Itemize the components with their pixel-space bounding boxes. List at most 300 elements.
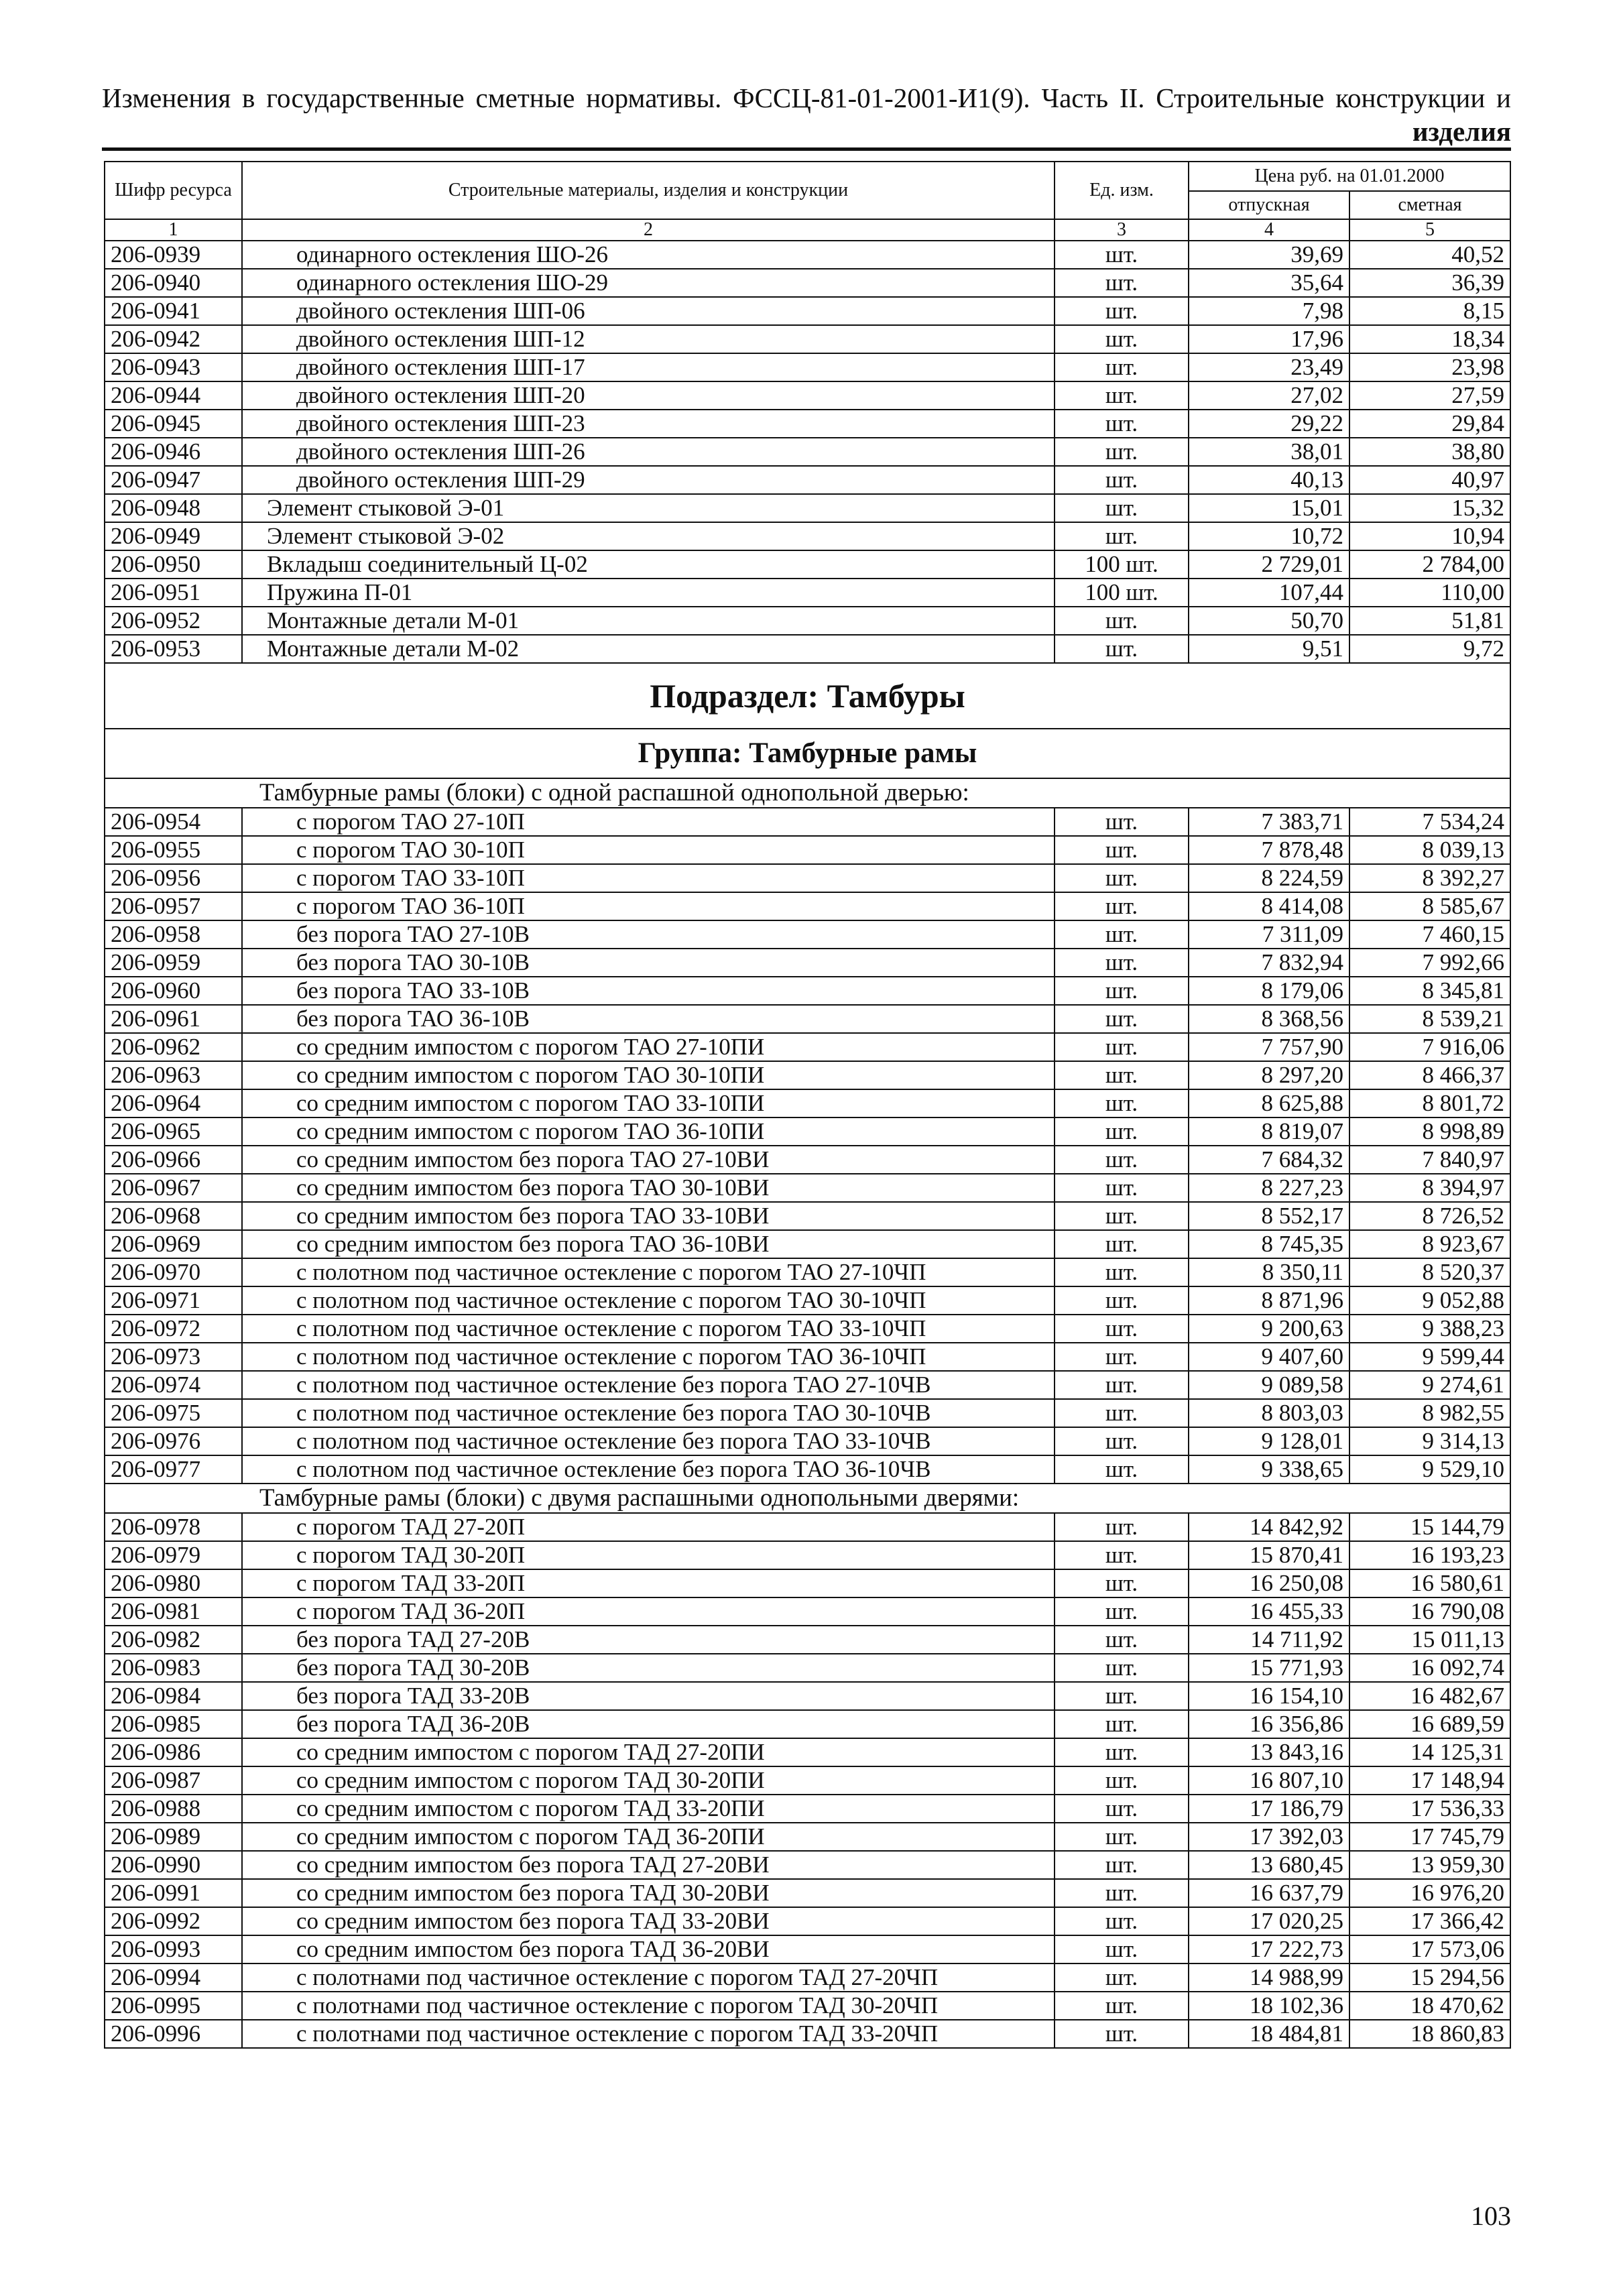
release-price: 2 729,01 xyxy=(1189,550,1349,579)
material-name: со средним импостом с порогом ТАО 27-10ПИ xyxy=(242,1033,1055,1061)
page-number: 103 xyxy=(1471,2201,1511,2231)
col-head-estimate: сметная xyxy=(1349,191,1510,219)
release-price: 9 128,01 xyxy=(1189,1427,1349,1455)
unit: шт. xyxy=(1055,635,1189,663)
estimate-price: 17 745,79 xyxy=(1349,1823,1510,1851)
material-name: с порогом ТАД 30-20П xyxy=(242,1541,1055,1569)
unit: шт. xyxy=(1055,1766,1189,1795)
table-row xyxy=(105,1992,1510,2020)
table-row xyxy=(105,269,1510,297)
resource-code: 206-0971 xyxy=(105,1286,242,1315)
material-name: со средним импостом с порогом ТАД 33-20ПИ xyxy=(242,1795,1055,1823)
material-name: двойного остекления ШП-06 xyxy=(242,297,1055,325)
unit: шт. xyxy=(1055,1455,1189,1484)
material-name: с полотнами под частичное остекление с порогом ТАД 27-20ЧП xyxy=(242,1963,1055,1992)
release-price: 14 988,99 xyxy=(1189,1963,1349,1992)
unit: шт. xyxy=(1055,607,1189,635)
resource-code: 206-0987 xyxy=(105,1766,242,1795)
estimate-price: 15 144,79 xyxy=(1349,1513,1510,1541)
estimate-price: 9 052,88 xyxy=(1349,1286,1510,1315)
unit: шт. xyxy=(1055,1963,1189,1992)
material-name: со средним импостом без порога ТАО 33-10ВИ xyxy=(242,1202,1055,1230)
estimate-price: 16 092,74 xyxy=(1349,1654,1510,1682)
estimate-price: 7 840,97 xyxy=(1349,1146,1510,1174)
material-name: без порога ТАО 30-10В xyxy=(242,949,1055,977)
resource-code: 206-0952 xyxy=(105,607,242,635)
unit: шт. xyxy=(1055,241,1189,269)
column-number-row xyxy=(105,219,1510,241)
unit: шт. xyxy=(1055,1907,1189,1935)
unit: шт. xyxy=(1055,1146,1189,1174)
release-price: 50,70 xyxy=(1189,607,1349,635)
unit: шт. xyxy=(1055,466,1189,494)
subsection-title: Подраздел: Тамбуры xyxy=(105,663,1510,729)
estimate-price: 7 992,66 xyxy=(1349,949,1510,977)
estimate-price: 8 466,37 xyxy=(1349,1061,1510,1089)
material-name: с полотнами под частичное остекление с порогом ТАД 33-20ЧП xyxy=(242,2020,1055,2048)
unit: шт. xyxy=(1055,1315,1189,1343)
table-head-row-1 xyxy=(105,162,1510,191)
unit: 100 шт. xyxy=(1055,550,1189,579)
table-row xyxy=(105,1061,1510,1089)
resource-code: 206-0983 xyxy=(105,1654,242,1682)
material-name: со средним импостом с порогом ТАД 30-20ПИ xyxy=(242,1766,1055,1795)
unit: шт. xyxy=(1055,1823,1189,1851)
release-price: 8 297,20 xyxy=(1189,1061,1349,1089)
table-row xyxy=(105,522,1510,550)
resource-code: 206-0954 xyxy=(105,808,242,836)
table-row xyxy=(105,410,1510,438)
resource-code: 206-0985 xyxy=(105,1710,242,1738)
unit: шт. xyxy=(1055,1569,1189,1597)
table-row xyxy=(105,1766,1510,1795)
resource-code: 206-0957 xyxy=(105,892,242,920)
material-name: с порогом ТАД 33-20П xyxy=(242,1569,1055,1597)
unit: шт. xyxy=(1055,410,1189,438)
release-price: 40,13 xyxy=(1189,466,1349,494)
resource-code: 206-0950 xyxy=(105,550,242,579)
estimate-price: 8 726,52 xyxy=(1349,1202,1510,1230)
release-price: 8 224,59 xyxy=(1189,864,1349,892)
resource-code: 206-0943 xyxy=(105,353,242,381)
material-name: одинарного остекления ШО-29 xyxy=(242,269,1055,297)
resource-code: 206-0979 xyxy=(105,1541,242,1569)
release-price: 9 200,63 xyxy=(1189,1315,1349,1343)
release-price: 7 757,90 xyxy=(1189,1033,1349,1061)
release-price: 39,69 xyxy=(1189,241,1349,269)
table-row xyxy=(105,494,1510,522)
resource-code: 206-0995 xyxy=(105,1992,242,2020)
material-name: с полотном под частичное остекление с порогом ТАО 36-10ЧП xyxy=(242,1343,1055,1371)
unit: шт. xyxy=(1055,325,1189,353)
unit: шт. xyxy=(1055,1738,1189,1766)
resource-code: 206-0963 xyxy=(105,1061,242,1089)
release-price: 7 684,32 xyxy=(1189,1146,1349,1174)
release-price: 8 552,17 xyxy=(1189,1202,1349,1230)
header-rule xyxy=(102,147,1511,151)
col-head-name: Строительные материалы, изделия и конструкции xyxy=(242,162,1055,219)
resource-code: 206-0942 xyxy=(105,325,242,353)
estimate-price: 7 916,06 xyxy=(1349,1033,1510,1061)
estimate-price: 8 998,89 xyxy=(1349,1117,1510,1146)
col-number: 4 xyxy=(1189,219,1349,241)
material-name: с полотном под частичное остекление с порогом ТАО 33-10ЧП xyxy=(242,1315,1055,1343)
release-price: 17 392,03 xyxy=(1189,1823,1349,1851)
release-price: 16 154,10 xyxy=(1189,1682,1349,1710)
material-name: без порога ТАД 30-20В xyxy=(242,1654,1055,1682)
table-row xyxy=(105,635,1510,663)
material-name: с порогом ТАО 27-10П xyxy=(242,808,1055,836)
table-row xyxy=(105,2020,1510,2048)
release-price: 16 807,10 xyxy=(1189,1766,1349,1795)
estimate-price: 8 982,55 xyxy=(1349,1399,1510,1427)
release-price: 7 878,48 xyxy=(1189,836,1349,864)
unit: шт. xyxy=(1055,1710,1189,1738)
table-row xyxy=(105,1202,1510,1230)
material-name: с полотном под частичное остекление с порогом ТАО 27-10ЧП xyxy=(242,1258,1055,1286)
material-name: двойного остекления ШП-23 xyxy=(242,410,1055,438)
release-price: 13 680,45 xyxy=(1189,1851,1349,1879)
release-price: 18 484,81 xyxy=(1189,2020,1349,2048)
unit: шт. xyxy=(1055,1851,1189,1879)
resource-code: 206-0977 xyxy=(105,1455,242,1484)
material-name: со средним импостом без порога ТАО 30-10ВИ xyxy=(242,1174,1055,1202)
table-row xyxy=(105,1399,1510,1427)
material-name: со средним импостом с порогом ТАО 30-10ПИ xyxy=(242,1061,1055,1089)
group-title-row xyxy=(105,729,1510,778)
table-row xyxy=(105,1851,1510,1879)
table-row xyxy=(105,550,1510,579)
resource-code: 206-0982 xyxy=(105,1626,242,1654)
material-name: с полотном под частичное остекление без порога ТАО 33-10ЧВ xyxy=(242,1427,1055,1455)
table-row xyxy=(105,1682,1510,1710)
table-row xyxy=(105,579,1510,607)
unit: шт. xyxy=(1055,1286,1189,1315)
release-price: 9 338,65 xyxy=(1189,1455,1349,1484)
unit: шт. xyxy=(1055,1795,1189,1823)
table-row xyxy=(105,1033,1510,1061)
material-name: без порога ТАД 33-20В xyxy=(242,1682,1055,1710)
release-price: 8 414,08 xyxy=(1189,892,1349,920)
estimate-price: 15 011,13 xyxy=(1349,1626,1510,1654)
estimate-price: 36,39 xyxy=(1349,269,1510,297)
material-name: двойного остекления ШП-12 xyxy=(242,325,1055,353)
resource-code: 206-0955 xyxy=(105,836,242,864)
resource-code: 206-0974 xyxy=(105,1371,242,1399)
estimate-price: 8 039,13 xyxy=(1349,836,1510,864)
table-row xyxy=(105,1174,1510,1202)
table-row xyxy=(105,864,1510,892)
estimate-price: 23,98 xyxy=(1349,353,1510,381)
unit: шт. xyxy=(1055,1513,1189,1541)
estimate-price: 8 392,27 xyxy=(1349,864,1510,892)
unit: шт. xyxy=(1055,1992,1189,2020)
release-price: 107,44 xyxy=(1189,579,1349,607)
resource-code: 206-0975 xyxy=(105,1399,242,1427)
table-row xyxy=(105,977,1510,1005)
material-name: Элемент стыковой Э-01 xyxy=(242,494,1055,522)
unit: шт. xyxy=(1055,269,1189,297)
material-name: без порога ТАО 27-10В xyxy=(242,920,1055,949)
unit: шт. xyxy=(1055,1597,1189,1626)
estimate-price: 16 482,67 xyxy=(1349,1682,1510,1710)
table-row xyxy=(105,1597,1510,1626)
resource-code: 206-0988 xyxy=(105,1795,242,1823)
table-row xyxy=(105,1541,1510,1569)
release-price: 17 222,73 xyxy=(1189,1935,1349,1963)
col-head-price: Цена руб. на 01.01.2000 xyxy=(1189,162,1510,191)
unit: шт. xyxy=(1055,836,1189,864)
table-row xyxy=(105,892,1510,920)
estimate-price: 18 860,83 xyxy=(1349,2020,1510,2048)
unit: шт. xyxy=(1055,808,1189,836)
resource-code: 206-0989 xyxy=(105,1823,242,1851)
estimate-price: 9 529,10 xyxy=(1349,1455,1510,1484)
table-row xyxy=(105,836,1510,864)
unit: шт. xyxy=(1055,1174,1189,1202)
unit: шт. xyxy=(1055,1935,1189,1963)
table-row xyxy=(105,1258,1510,1286)
price-table xyxy=(104,161,1511,2049)
unit: шт. xyxy=(1055,1033,1189,1061)
material-name: со средним импостом без порога ТАД 30-20ВИ xyxy=(242,1879,1055,1907)
release-price: 38,01 xyxy=(1189,438,1349,466)
table-row xyxy=(105,808,1510,836)
estimate-price: 8 520,37 xyxy=(1349,1258,1510,1286)
resource-code: 206-0980 xyxy=(105,1569,242,1597)
subgroup-heading: Тамбурные рамы (блоки) с двумя распашными однопольными дверями: xyxy=(105,1484,1510,1513)
resource-code: 206-0991 xyxy=(105,1879,242,1907)
resource-code: 206-0947 xyxy=(105,466,242,494)
unit: шт. xyxy=(1055,864,1189,892)
estimate-price: 16 193,23 xyxy=(1349,1541,1510,1569)
estimate-price: 27,59 xyxy=(1349,381,1510,410)
table-row xyxy=(105,1146,1510,1174)
table-row xyxy=(105,1371,1510,1399)
resource-code: 206-0990 xyxy=(105,1851,242,1879)
unit: шт. xyxy=(1055,353,1189,381)
unit: шт. xyxy=(1055,1258,1189,1286)
material-name: двойного остекления ШП-29 xyxy=(242,466,1055,494)
table-row xyxy=(105,1795,1510,1823)
table-row xyxy=(105,1710,1510,1738)
resource-code: 206-0953 xyxy=(105,635,242,663)
subgroup-heading-row xyxy=(105,1484,1510,1513)
estimate-price: 14 125,31 xyxy=(1349,1738,1510,1766)
material-name: Монтажные детали М-02 xyxy=(242,635,1055,663)
release-price: 35,64 xyxy=(1189,269,1349,297)
estimate-price: 16 580,61 xyxy=(1349,1569,1510,1597)
resource-code: 206-0966 xyxy=(105,1146,242,1174)
unit: шт. xyxy=(1055,1626,1189,1654)
material-name: с полотнами под частичное остекление с порогом ТАД 30-20ЧП xyxy=(242,1992,1055,2020)
estimate-price: 110,00 xyxy=(1349,579,1510,607)
material-name: без порога ТАО 33-10В xyxy=(242,977,1055,1005)
table-row xyxy=(105,1089,1510,1117)
material-name: Элемент стыковой Э-02 xyxy=(242,522,1055,550)
material-name: со средним импостом с порогом ТАД 27-20ПИ xyxy=(242,1738,1055,1766)
table-row xyxy=(105,325,1510,353)
resource-code: 206-0969 xyxy=(105,1230,242,1258)
table-row xyxy=(105,1569,1510,1597)
release-price: 8 350,11 xyxy=(1189,1258,1349,1286)
release-price: 8 871,96 xyxy=(1189,1286,1349,1315)
document-header-line2: изделия xyxy=(1412,116,1511,147)
release-price: 8 179,06 xyxy=(1189,977,1349,1005)
table-row xyxy=(105,1343,1510,1371)
resource-code: 206-0958 xyxy=(105,920,242,949)
unit: шт. xyxy=(1055,977,1189,1005)
material-name: с порогом ТАО 33-10П xyxy=(242,864,1055,892)
release-price: 29,22 xyxy=(1189,410,1349,438)
resource-code: 206-0968 xyxy=(105,1202,242,1230)
material-name: Пружина П-01 xyxy=(242,579,1055,607)
table-row xyxy=(105,1315,1510,1343)
unit: шт. xyxy=(1055,1879,1189,1907)
material-name: со средним импостом с порогом ТАД 36-20ПИ xyxy=(242,1823,1055,1851)
resource-code: 206-0946 xyxy=(105,438,242,466)
table-row xyxy=(105,466,1510,494)
unit: шт. xyxy=(1055,949,1189,977)
material-name: с полотном под частичное остекление без порога ТАО 30-10ЧВ xyxy=(242,1399,1055,1427)
unit: шт. xyxy=(1055,1427,1189,1455)
resource-code: 206-0960 xyxy=(105,977,242,1005)
estimate-price: 9 314,13 xyxy=(1349,1427,1510,1455)
estimate-price: 8,15 xyxy=(1349,297,1510,325)
table-row xyxy=(105,381,1510,410)
estimate-price: 8 345,81 xyxy=(1349,977,1510,1005)
material-name: с порогом ТАО 36-10П xyxy=(242,892,1055,920)
table-row xyxy=(105,1738,1510,1766)
table-row xyxy=(105,297,1510,325)
resource-code: 206-0944 xyxy=(105,381,242,410)
resource-code: 206-0948 xyxy=(105,494,242,522)
material-name: со средним импостом без порога ТАД 36-20ВИ xyxy=(242,1935,1055,1963)
estimate-price: 9 599,44 xyxy=(1349,1343,1510,1371)
estimate-price: 29,84 xyxy=(1349,410,1510,438)
material-name: со средним импостом без порога ТАО 27-10ВИ xyxy=(242,1146,1055,1174)
estimate-price: 15 294,56 xyxy=(1349,1963,1510,1992)
unit: 100 шт. xyxy=(1055,579,1189,607)
release-price: 7 832,94 xyxy=(1189,949,1349,977)
subgroup-heading-row xyxy=(105,778,1510,808)
material-name: с порогом ТАД 36-20П xyxy=(242,1597,1055,1626)
table-row xyxy=(105,438,1510,466)
resource-code: 206-0978 xyxy=(105,1513,242,1541)
table-row xyxy=(105,1427,1510,1455)
estimate-price: 8 394,97 xyxy=(1349,1174,1510,1202)
estimate-price: 17 366,42 xyxy=(1349,1907,1510,1935)
resource-code: 206-0949 xyxy=(105,522,242,550)
resource-code: 206-0965 xyxy=(105,1117,242,1146)
unit: шт. xyxy=(1055,1202,1189,1230)
material-name: без порога ТАО 36-10В xyxy=(242,1005,1055,1033)
table-row xyxy=(105,1823,1510,1851)
estimate-price: 16 976,20 xyxy=(1349,1879,1510,1907)
release-price: 8 803,03 xyxy=(1189,1399,1349,1427)
material-name: двойного остекления ШП-20 xyxy=(242,381,1055,410)
estimate-price: 18,34 xyxy=(1349,325,1510,353)
table-row xyxy=(105,1230,1510,1258)
material-name: с порогом ТАО 30-10П xyxy=(242,836,1055,864)
release-price: 17 186,79 xyxy=(1189,1795,1349,1823)
material-name: с полотном под частичное остекление с порогом ТАО 30-10ЧП xyxy=(242,1286,1055,1315)
table-row xyxy=(105,1005,1510,1033)
resource-code: 206-0970 xyxy=(105,1258,242,1286)
resource-code: 206-0992 xyxy=(105,1907,242,1935)
table-row xyxy=(105,1455,1510,1484)
material-name: с полотном под частичное остекление без порога ТАО 27-10ЧВ xyxy=(242,1371,1055,1399)
estimate-price: 9 388,23 xyxy=(1349,1315,1510,1343)
table-row xyxy=(105,1879,1510,1907)
estimate-price: 38,80 xyxy=(1349,438,1510,466)
table-row xyxy=(105,353,1510,381)
release-price: 23,49 xyxy=(1189,353,1349,381)
release-price: 16 356,86 xyxy=(1189,1710,1349,1738)
release-price: 17,96 xyxy=(1189,325,1349,353)
unit: шт. xyxy=(1055,1399,1189,1427)
release-price: 15 870,41 xyxy=(1189,1541,1349,1569)
document-header-line1: Изменения в государственные сметные нормативы. ФССЦ-81-01-2001-И1(9). Часть II. Строительные конструкции и xyxy=(102,82,1511,113)
unit: шт. xyxy=(1055,1230,1189,1258)
table-row xyxy=(105,949,1510,977)
resource-code: 206-0972 xyxy=(105,1315,242,1343)
table-row xyxy=(105,241,1510,269)
release-price: 14 711,92 xyxy=(1189,1626,1349,1654)
estimate-price: 51,81 xyxy=(1349,607,1510,635)
release-price: 8 819,07 xyxy=(1189,1117,1349,1146)
resource-code: 206-0962 xyxy=(105,1033,242,1061)
release-price: 15,01 xyxy=(1189,494,1349,522)
material-name: одинарного остекления ШО-26 xyxy=(242,241,1055,269)
release-price: 13 843,16 xyxy=(1189,1738,1349,1766)
estimate-price: 17 573,06 xyxy=(1349,1935,1510,1963)
release-price: 7 383,71 xyxy=(1189,808,1349,836)
table-row xyxy=(105,920,1510,949)
table-row xyxy=(105,1963,1510,1992)
release-price: 9 089,58 xyxy=(1189,1371,1349,1399)
resource-code: 206-0994 xyxy=(105,1963,242,1992)
resource-code: 206-0964 xyxy=(105,1089,242,1117)
unit: шт. xyxy=(1055,892,1189,920)
material-name: Монтажные детали М-01 xyxy=(242,607,1055,635)
release-price: 8 227,23 xyxy=(1189,1174,1349,1202)
table-row xyxy=(105,1907,1510,1935)
material-name: двойного остекления ШП-17 xyxy=(242,353,1055,381)
resource-code: 206-0986 xyxy=(105,1738,242,1766)
group-title: Группа: Тамбурные рамы xyxy=(105,729,1510,778)
estimate-price: 9,72 xyxy=(1349,635,1510,663)
unit: шт. xyxy=(1055,522,1189,550)
resource-code: 206-0973 xyxy=(105,1343,242,1371)
material-name: со средним импостом с порогом ТАО 36-10ПИ xyxy=(242,1117,1055,1146)
unit: шт. xyxy=(1055,297,1189,325)
material-name: двойного остекления ШП-26 xyxy=(242,438,1055,466)
estimate-price: 8 923,67 xyxy=(1349,1230,1510,1258)
unit: шт. xyxy=(1055,1005,1189,1033)
estimate-price: 7 534,24 xyxy=(1349,808,1510,836)
estimate-price: 10,94 xyxy=(1349,522,1510,550)
resource-code: 206-0976 xyxy=(105,1427,242,1455)
unit: шт. xyxy=(1055,1089,1189,1117)
material-name: Вкладыш соединительный Ц-02 xyxy=(242,550,1055,579)
unit: шт. xyxy=(1055,438,1189,466)
resource-code: 206-0984 xyxy=(105,1682,242,1710)
release-price: 16 455,33 xyxy=(1189,1597,1349,1626)
resource-code: 206-0939 xyxy=(105,241,242,269)
table-row xyxy=(105,1654,1510,1682)
release-price: 16 250,08 xyxy=(1189,1569,1349,1597)
